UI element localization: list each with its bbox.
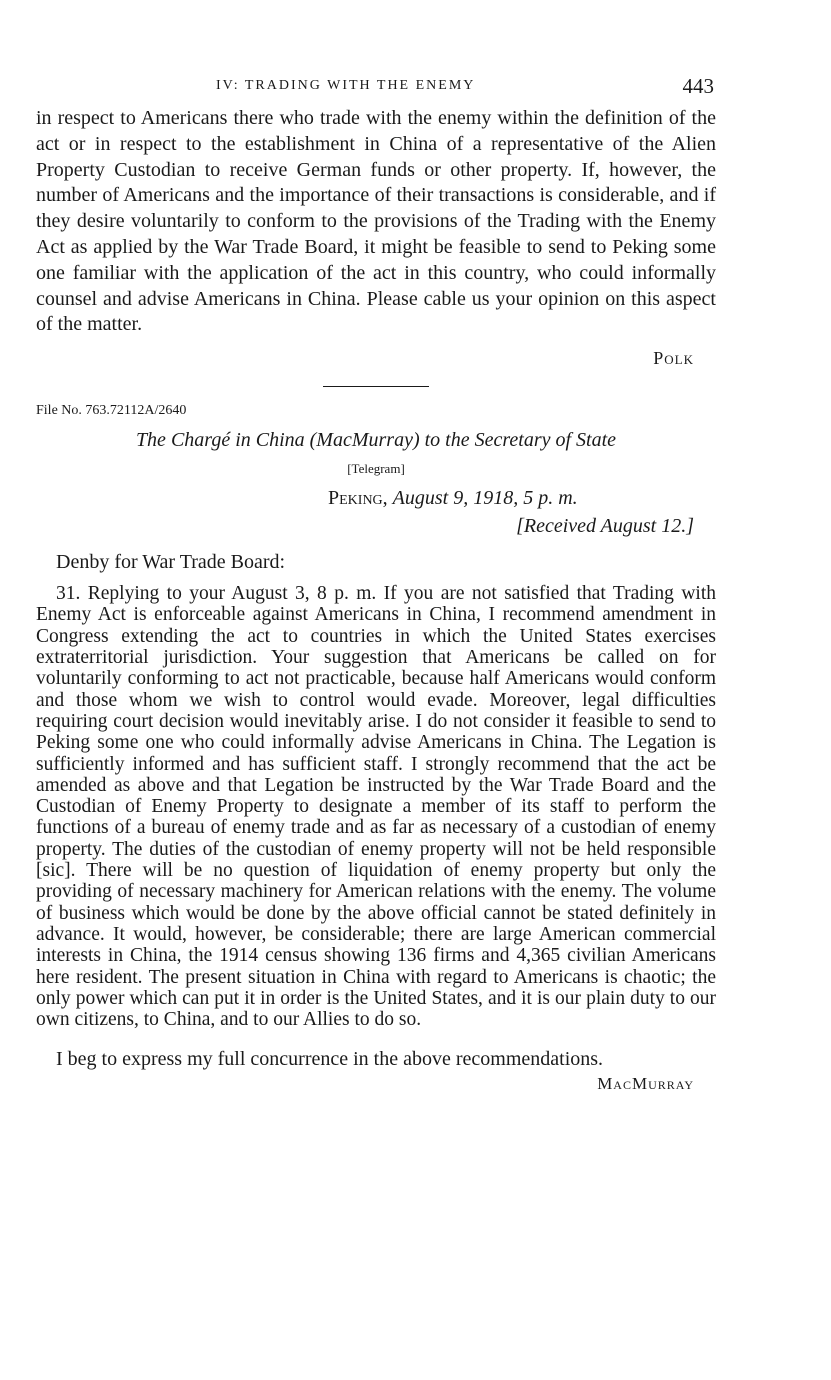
running-title: IV: TRADING WITH THE ENEMY [216,78,476,93]
document-type: [Telegram] [347,461,405,477]
signature-polk: Polk [653,348,694,369]
dateline-place: Peking, [328,487,388,510]
section-divider [323,386,429,387]
file-number: File No. 763.72112A/2640 [36,403,187,419]
closing-statement: I beg to express my full concurrence in the above recommendations. [56,1048,604,1071]
document-title: The Chargé in China (MacMurray) to the Secretary of State [135,429,617,452]
received-date: [Received August 12.] [516,515,694,538]
salutation: Denby for War Trade Board: [56,551,286,574]
dateline-date: August 9, 1918, 5 p. m. [392,487,578,510]
dateline [328,487,716,515]
document-page [36,70,716,1094]
continued-paragraph: in respect to Americans there who trade with the enemy within the definition of the act or in respect to the establishment in China of a representative of the Alien Property Custodian to receive German funds or other property. If, however, the number of Americans and the importance of their transactions is considerable, and if they desire voluntarily to conform to the provisions of the Trading with the Enemy Act as applied by the War Trade Board, it might be feasible to send to Peking some one familiar with the application of the act in this country, who could informally counsel and advise Americans in China. Please cable us your opinion on this aspect of the matter. [36,107,716,336]
page-number: 443 [682,74,714,98]
signature-macmurray: MacMurray [597,1074,694,1094]
telegram-body: 31. Replying to your August 3, 8 p. m. If you are not satisfied that Trading with Enemy Act is enforceable against Americans in China, I recommend amendment in Congress extending the act to countries in which the United States exercises extraterritorial jurisdiction. Your suggestion that Americans be called on for voluntarily conforming to act not practicable, because half Americans would conform and those whom we wish to control would evade. Moreover, legal difficulties requiring court decision would inevitably arise. I do not consider it feasible to send to Peking some one who could informally advise Americans in China. The Legation is sufficiently informed and has sufficient staff. I strongly recommend that the act be amended as above and that Legation be instructed by the War Trade Board and the Custodian of Enemy Property to designate a member of its staff to perform the functions of a bureau of enemy trade and as far as necessary of a custodian of enemy property. The duties of the custodian of enemy property will not be held responsible [sic]. There will be no question of liquidation of enemy property but only the providing of necessary machinery for American relations with the enemy. The volume of business which would be done by the above official cannot be stated definitely in advance. It would, however, be considerable; there are large American commercial interests in China, the 1914 census showing 136 firms and 4,365 civilian Americans here resident. The present situation in China with regard to Americans is chaotic; the only power which can put it in order is the United States, and it is our plain duty to our own citizens, to China, and to our Allies to do so. [36,583,716,1031]
running-header [36,70,716,106]
